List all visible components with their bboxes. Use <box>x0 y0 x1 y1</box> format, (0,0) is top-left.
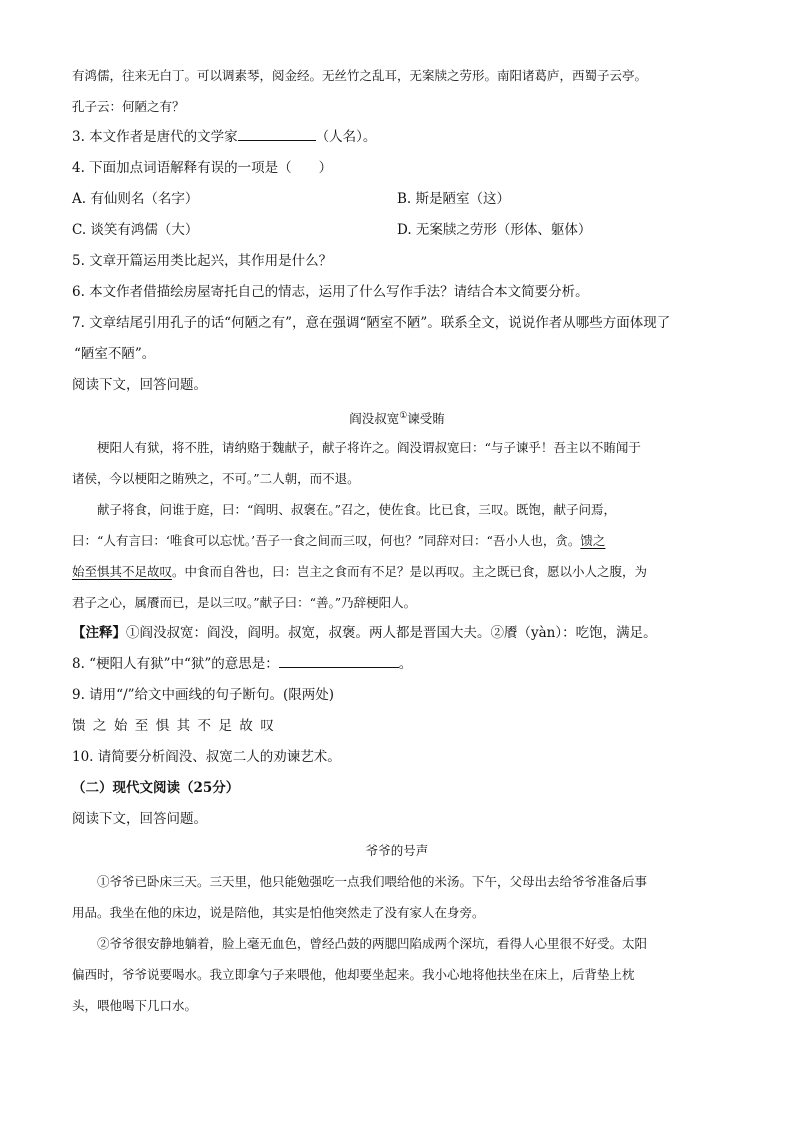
option-d: D. 无案牍之劳形（形体、躯体） <box>397 222 592 238</box>
option-b: B. 斯是陋室（这） <box>397 191 511 207</box>
passage-line: 梗阳人有狱，将不胜，请纳赂于魏献子，献子将许之。阎没谓叔宽曰：“与子谏乎！吾主以不賄闻于 <box>97 440 641 455</box>
passage-line: 曰：“人有言曰：‘唯食可以忘忧。’吾子一食之间而三叹，何也？”同辞对曰：“吾小人也，贪。馈之 <box>72 533 606 548</box>
question-5: 5. 文章开篇运用类比起兴，其作用是什么？ <box>72 253 333 269</box>
passage-line: 头，喂他喝下几口水。 <box>72 998 198 1013</box>
passage-line: 偏西时，爷爷说要喝水。我立即拿勺子来喂他，他却要坐起来。我小心地将他扶坐在床上，后背垫上枕 <box>72 967 635 982</box>
underlined-sentence: 馈之 <box>580 533 606 548</box>
options-row <box>72 215 722 246</box>
question-7: 7. 文章结尾引用孔子的话“何陋之有”，意在强调“陋室不陋”。联系全文，说说作者从哪些方面体现了 <box>72 315 671 331</box>
document-page <box>72 60 722 1021</box>
passage-title: 爷爷的号声 <box>365 843 429 858</box>
passage-line: 用品。我坐在他的床边，说是陪他，其实是怕他突然走了没有家人在身旁。 <box>72 905 485 920</box>
question-4: 4. 下面加点词语解释有误的一项是（ ） <box>72 160 333 176</box>
passage-line: 献子将食，问谁于庭，曰：“阎明、叔褒在。”召之，使佐食。比已食，三叹。既饱，献子问焉， <box>97 502 617 517</box>
question-10: 10. 请简要分析阎没、叔宽二人的劝谏艺术。 <box>72 749 341 765</box>
underlined-sentence: 始至惧其不足故叹 <box>72 564 173 579</box>
option-c: C. 谈笑有鸿儒（大） <box>72 222 199 238</box>
text-line: 有鸿儒，往来无白丁。可以调素琴，阅金经。无丝竹之乱耳，无案牍之劳形。南阳诸葛庐，西蜀子云亭。 <box>72 68 648 83</box>
text-line: 孔子云：何陋之有？ <box>72 99 185 114</box>
passage-line: ②爷爷很安静地躺着，脸上毫无血色，曾经凸鼓的两腮凹陷成两个深坑，看得人心里很不好受。太阳 <box>97 936 648 951</box>
passage-line: ①爷爷已卧床三天。三天里，他只能勉强吃一点我们喂给他的米汤。下午，父母出去给爷爷准备后事 <box>97 874 648 889</box>
question-7-cont: “陋室不陋”。 <box>74 346 156 362</box>
reading-instruction: 阅读下文，回答问题。 <box>72 811 207 827</box>
passage-title: 阎没叔宽①谏受賄 <box>349 411 445 427</box>
annotation: 【注释】①阎没叔宽：阎没，阎明。叔宽，叔褒。两人都是晋国大夫。②餍（yàn）：吃饱，满足。 <box>72 625 657 641</box>
options-row <box>72 184 722 215</box>
section-heading: （二）现代文阅读（25分） <box>72 780 240 796</box>
passage-line: 君子之心，属餍而已，是以三叹。”献子曰：“善。”乃辞梗阳人。 <box>72 595 417 610</box>
option-a: A. 有仙则名（名字） <box>72 191 199 207</box>
question-8: 8. “梗阳人有狱”中“狱”的意思是： 。 <box>72 649 722 680</box>
question-9-sentence: 馈之始至惧其不足故叹 <box>72 718 282 734</box>
answer-blank[interactable] <box>279 651 399 668</box>
reading-instruction: 阅读下文，回答问题。 <box>72 377 207 393</box>
passage-line: 始至惧其不足故叹。中食而自咎也，曰：岂主之食而有不足？是以再叹。主之既已食，愿以小人之腹，为 <box>72 564 648 579</box>
passage-line: 诸侯，今以梗阳之賄殃之，不可。”二人朝，而不退。 <box>72 471 360 486</box>
question-9: 9. 请用“/”给文中画线的句子断句。(限两处) <box>72 687 335 703</box>
question-6: 6. 本文作者借描绘房屋寄托自己的情志，运用了什么写作手法？请结合本文简要分析。 <box>72 284 589 300</box>
question-3: 3. 本文作者是唐代的文学家 （人名）。 <box>72 122 722 153</box>
answer-blank[interactable] <box>238 124 316 141</box>
